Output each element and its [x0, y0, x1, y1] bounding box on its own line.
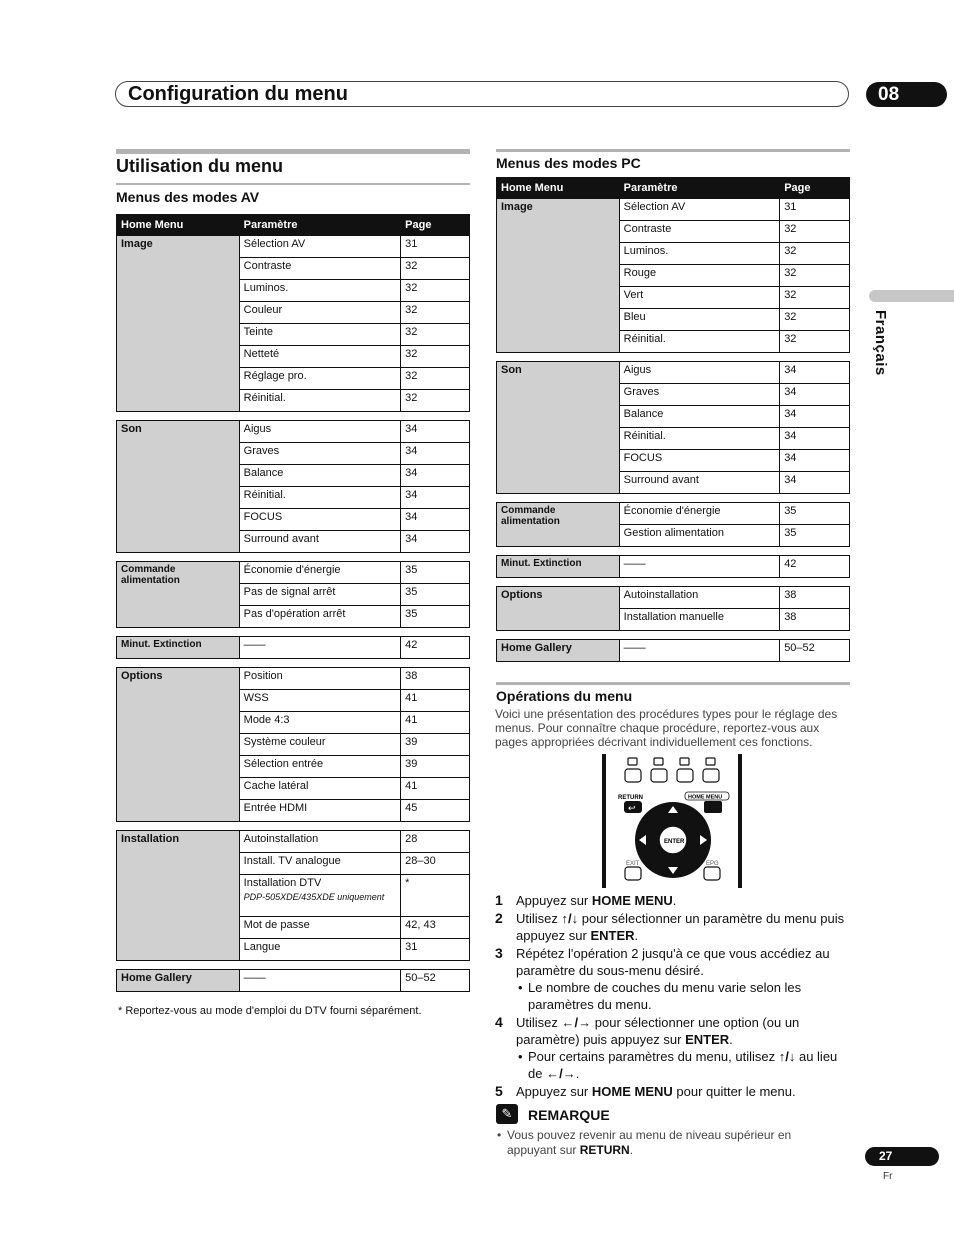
table-row	[497, 556, 850, 578]
parameter-cell: Économie d'énergie	[239, 562, 401, 584]
parameter-cell: Entrée HDMI	[239, 800, 401, 822]
group-spacer	[117, 659, 470, 668]
av-menu-table	[116, 214, 470, 992]
parameter-cell: Vert	[619, 287, 780, 309]
page-cell: 34	[780, 384, 850, 406]
page-cell: 42	[401, 637, 470, 659]
step-1: 1 Appuyez sur HOME MENU.	[495, 892, 677, 908]
parameter-cell: WSS	[239, 690, 401, 712]
parameter-cell: Couleur	[239, 302, 401, 324]
parameter-cell: Autoinstallation	[239, 831, 401, 853]
parameter-cell: Contraste	[239, 258, 401, 280]
step-4: 4 Utilisez ←/→ pour sélectionner une option (ou un paramètre) puis appuyez sur ENTER. • Pour certains paramètres du menu, utilisez ↑/↓ au lieu de ←/→.	[495, 1014, 850, 1082]
parameter-cell: Sélection AV	[239, 236, 401, 258]
page-cell: 41	[401, 712, 470, 734]
epg-button	[704, 867, 720, 880]
col-header-param: Paramètre	[619, 178, 780, 199]
parameter-cell: Balance	[619, 406, 780, 428]
footnote: * Reportez-vous au mode d'emploi du DTV fourni séparément.	[118, 1005, 422, 1017]
page-cell: 28	[401, 831, 470, 853]
model-note: PDP-505XDE/435XDE uniquement	[243, 892, 385, 902]
parameter-cell: Netteté	[239, 346, 401, 368]
parameter-cell: Pas de signal arrêt	[239, 584, 401, 606]
step-3: 3 Répétez l'opération 2 jusqu'à ce que vous accédiez au paramètre du sous-menu désiré. • Le nombre de couches du menu varie selon les paramètres du menu.	[495, 945, 850, 1013]
page-cell: 32	[401, 280, 470, 302]
pencil-icon: ✎	[496, 1104, 518, 1124]
menu-group-name: Home Gallery	[497, 640, 620, 662]
page-cell: 45	[401, 800, 470, 822]
page-cell: 32	[401, 346, 470, 368]
group-spacer	[497, 547, 850, 556]
left-right-arrows-icon: ←/→	[561, 1015, 592, 1030]
parameter-cell: Économie d'énergie	[619, 503, 780, 525]
parameter-cell: Aigus	[239, 421, 401, 443]
parameter-cell: Luminos.	[239, 280, 401, 302]
menu-group-name: Image	[497, 199, 620, 353]
page-cell: 32	[780, 221, 850, 243]
page-cell: 35	[780, 525, 850, 547]
page-cell: 38	[401, 668, 470, 690]
step-5: 5 Appuyez sur HOME MENU pour quitter le menu.	[495, 1083, 796, 1099]
subsection-rule	[116, 183, 470, 185]
menu-group-name: Installation	[117, 831, 240, 961]
pc-menu-table	[496, 177, 850, 662]
operations-intro: Voici une présentation des procédures types pour le réglage des menus. Pour connaître chaque procédure, reportez-vous aux pages appropriées décrivant individuellement ces fonctions.	[495, 707, 838, 749]
return-arrow-icon: ↩	[628, 804, 636, 814]
enter-label: ENTER	[664, 839, 685, 845]
table-row	[117, 236, 470, 258]
parameter-name: Installation DTV	[243, 877, 322, 889]
pc-modes-title: Menus des modes PC	[496, 155, 641, 171]
page-cell: 31	[401, 236, 470, 258]
col-header-menu: Home Menu	[117, 215, 240, 236]
group-spacer	[497, 353, 850, 362]
parameter-cell: Réglage pro.	[239, 368, 401, 390]
page-title: Configuration du menu	[128, 83, 348, 105]
remote-illustration	[600, 754, 746, 890]
home-menu-label: HOME MENU	[688, 794, 723, 801]
return-label: RETURN	[618, 795, 643, 801]
parameter-cell: Réinitial.	[619, 428, 780, 450]
page-cell: 32	[401, 258, 470, 280]
menu-group-name: Commande alimentation	[497, 503, 620, 547]
top-buttons	[625, 758, 719, 782]
language-label: Français	[872, 310, 889, 376]
group-spacer	[117, 412, 470, 421]
parameter-cell: Balance	[239, 465, 401, 487]
menu-group-name: Son	[497, 362, 620, 494]
group-spacer	[117, 822, 470, 831]
page-cell: 50–52	[401, 970, 470, 992]
col-header-page: Page	[780, 178, 850, 199]
steps-list	[495, 892, 850, 1100]
table-row	[497, 199, 850, 221]
page-cell: *	[401, 875, 470, 917]
home-menu-button	[704, 801, 722, 813]
remarque-title: REMARQUE	[528, 1107, 610, 1123]
page-cell: 34	[780, 450, 850, 472]
menu-group-name: Options	[117, 668, 240, 822]
page-cell: 32	[401, 368, 470, 390]
page-cell: 34	[401, 487, 470, 509]
parameter-cell: Cache latéral	[239, 778, 401, 800]
page-cell: 34	[401, 465, 470, 487]
parameter-cell: ——	[619, 640, 780, 662]
page-number: 27	[865, 1147, 939, 1166]
col-header-page: Page	[401, 215, 470, 236]
parameter-cell: FOCUS	[239, 509, 401, 531]
parameter-cell: Autoinstallation	[619, 587, 780, 609]
group-spacer	[117, 961, 470, 970]
exit-button	[625, 867, 641, 880]
page-cell: 42, 43	[401, 917, 470, 939]
parameter-cell	[239, 875, 401, 917]
table-row	[117, 668, 470, 690]
page-cell: 34	[401, 443, 470, 465]
page-cell: 32	[401, 324, 470, 346]
parameter-cell: Réinitial.	[239, 487, 401, 509]
epg-label: EPG	[706, 861, 719, 867]
parameter-cell: ——	[619, 556, 780, 578]
parameter-cell: Gestion alimentation	[619, 525, 780, 547]
step-3-note: • Le nombre de couches du menu varie selon les paramètres du menu.	[516, 979, 850, 1013]
page-cell: 28–30	[401, 853, 470, 875]
page-cell: 34	[780, 428, 850, 450]
col-header-param: Paramètre	[239, 215, 401, 236]
page-cell: 34	[401, 531, 470, 553]
page-cell: 35	[780, 503, 850, 525]
parameter-cell: Système couleur	[239, 734, 401, 756]
menu-group-name: Home Gallery	[117, 970, 240, 992]
parameter-cell: ——	[239, 637, 401, 659]
operations-title: Opérations du menu	[496, 688, 633, 704]
page-cell: 35	[401, 584, 470, 606]
table-row	[497, 362, 850, 384]
parameter-cell: Sélection AV	[619, 199, 780, 221]
page-cell: 32	[780, 265, 850, 287]
parameter-cell: Graves	[619, 384, 780, 406]
page-cell: 32	[401, 390, 470, 412]
table-row	[117, 421, 470, 443]
group-spacer	[117, 553, 470, 562]
parameter-cell: ——	[239, 970, 401, 992]
exit-label: EXIT	[626, 861, 640, 867]
parameter-cell: Réinitial.	[239, 390, 401, 412]
page-cell: 32	[780, 287, 850, 309]
parameter-cell: Mode 4:3	[239, 712, 401, 734]
page-cell: 42	[780, 556, 850, 578]
parameter-cell: Mot de passe	[239, 917, 401, 939]
table-row	[117, 831, 470, 853]
menu-group-name: Commande alimentation	[117, 562, 240, 628]
pc-rule	[496, 149, 850, 152]
parameter-cell: Installation manuelle	[619, 609, 780, 631]
parameter-cell: Sélection entrée	[239, 756, 401, 778]
remarque-text: • Vous pouvez revenir au menu de niveau supérieur en appuyant sur RETURN.	[497, 1128, 837, 1158]
parameter-cell: Aigus	[619, 362, 780, 384]
group-spacer	[497, 578, 850, 587]
page-cell: 31	[780, 199, 850, 221]
page-cell: 32	[401, 302, 470, 324]
language-tab	[869, 290, 954, 302]
page-cell: 32	[780, 243, 850, 265]
menu-group-name: Image	[117, 236, 240, 412]
parameter-cell: Contraste	[619, 221, 780, 243]
parameter-cell: Pas d'opération arrêt	[239, 606, 401, 628]
page-language: Fr	[883, 1171, 893, 1182]
page-cell: 35	[401, 606, 470, 628]
step-2: 2 Utilisez ↑/↓ pour sélectionner un paramètre du menu puis appuyez sur ENTER.	[495, 910, 845, 943]
group-spacer	[497, 631, 850, 640]
page-cell: 35	[401, 562, 470, 584]
page-cell: 38	[780, 609, 850, 631]
table-row	[497, 503, 850, 525]
parameter-cell: Teinte	[239, 324, 401, 346]
parameter-cell: Graves	[239, 443, 401, 465]
page-cell: 32	[780, 309, 850, 331]
parameter-cell: Surround avant	[239, 531, 401, 553]
parameter-cell: Rouge	[619, 265, 780, 287]
up-down-arrows-icon: ↑/↓	[561, 911, 579, 926]
parameter-cell: Réinitial.	[619, 331, 780, 353]
parameter-cell: Langue	[239, 939, 401, 961]
table-row	[497, 640, 850, 662]
page-cell: 39	[401, 756, 470, 778]
operations-rule	[496, 682, 850, 685]
page-cell: 34	[780, 406, 850, 428]
parameter-cell: Bleu	[619, 309, 780, 331]
page-cell: 34	[401, 421, 470, 443]
group-spacer	[117, 628, 470, 637]
av-modes-title: Menus des modes AV	[116, 189, 260, 205]
table-row	[117, 637, 470, 659]
page-cell: 41	[401, 690, 470, 712]
page-cell: 31	[401, 939, 470, 961]
page-cell: 41	[401, 778, 470, 800]
table-row	[497, 587, 850, 609]
page-cell: 39	[401, 734, 470, 756]
chapter-badge: 08	[866, 82, 947, 107]
table-row	[117, 562, 470, 584]
parameter-cell: Install. TV analogue	[239, 853, 401, 875]
parameter-cell: Surround avant	[619, 472, 780, 494]
page-cell: 34	[780, 362, 850, 384]
parameter-cell: Position	[239, 668, 401, 690]
parameter-cell: FOCUS	[619, 450, 780, 472]
group-spacer	[497, 494, 850, 503]
menu-group-name: Minut. Extinction	[117, 637, 240, 659]
parameter-cell: Luminos.	[619, 243, 780, 265]
menu-group-name: Options	[497, 587, 620, 631]
section-rule	[116, 149, 470, 154]
menu-group-name: Minut. Extinction	[497, 556, 620, 578]
step-4-note: • Pour certains paramètres du menu, utilisez ↑/↓ au lieu de ←/→.	[516, 1048, 850, 1082]
page-cell: 50–52	[780, 640, 850, 662]
page-cell: 34	[780, 472, 850, 494]
page-cell: 32	[780, 331, 850, 353]
col-header-menu: Home Menu	[497, 178, 620, 199]
table-row	[117, 970, 470, 992]
section-title: Utilisation du menu	[116, 156, 284, 176]
page-cell: 34	[401, 509, 470, 531]
page-cell: 38	[780, 587, 850, 609]
menu-group-name: Son	[117, 421, 240, 553]
